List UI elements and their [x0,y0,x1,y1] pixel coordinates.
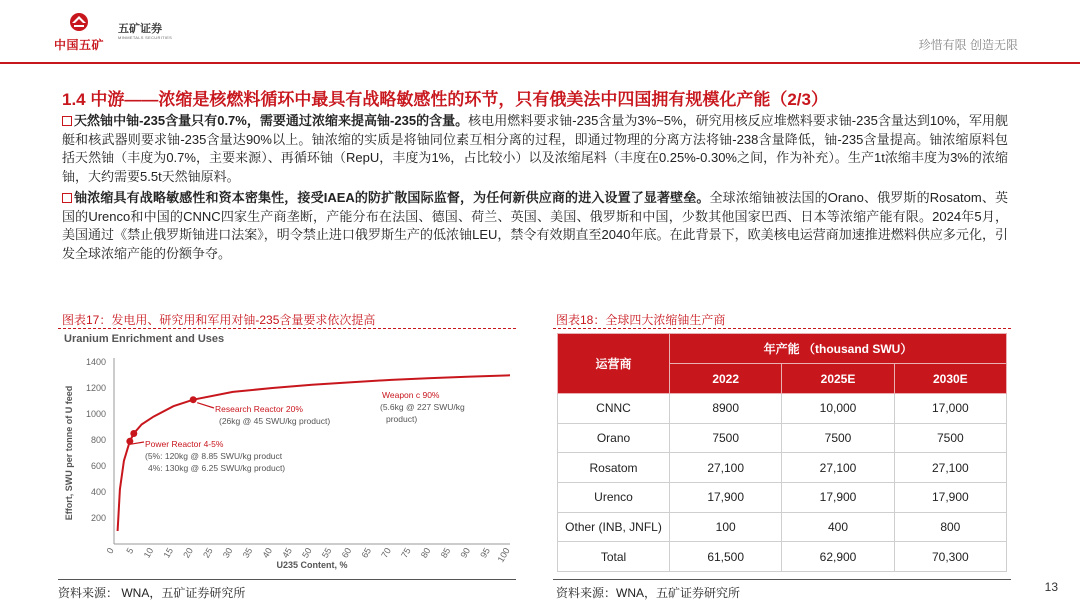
figure18-caption-line [553,328,1011,329]
header-year: 2030E [894,364,1006,394]
operator-name: Total [558,542,670,572]
capacity-cell: 17,900 [782,483,894,513]
figure17-caption: 图表17：发电用、研究用和军用对铀-235含量要求依次提高 [62,313,376,327]
header-divider [0,62,1080,64]
annotation-weapon-detail2: product) [386,414,418,424]
x-tick-label: 30 [220,546,235,560]
figure17-source: 资料来源： WNA，五矿证券研究所 [58,586,246,600]
checkbox-bullet-icon [62,193,72,203]
header-capacity: 年产能 （thousand SWU） [670,334,1007,364]
bullet-body: 全球浓缩铀被法国的Orano、俄罗斯的Rosatom、英国的Urenco和中国的CNNC四家生产商垄断，产能分布在法国、德国、荷兰、英国、美国、俄罗斯和中国，少数其他国家巴西、日本等浓缩产能有限。2024年5月，美国通过《禁止俄罗斯铀进口法案》，明令禁止进口俄罗斯生产的低浓铀LEU，禁令有效期直至2040年底。在此背景下，欧美核电运营商加速推进燃料供应多元化，引发全球浓缩产能的份额争夺。 [62,190,1008,261]
annotation-research-detail: (26kg @ 45 SWU/kg product) [219,416,331,426]
x-tick-label: 45 [280,546,294,560]
header-operator: 运营商 [558,334,670,394]
capacity-cell: 62,900 [782,542,894,572]
page-number: 13 [1044,580,1058,594]
capacity-cell: 8900 [670,394,782,424]
figure17-source-line [58,579,516,580]
data-point-marker [190,396,197,403]
slide-title: 1.4 中游——浓缩是核燃料循环中最具有战略敏感性的环节，只有俄美法中四国拥有规模化产能（2/3） [62,90,828,109]
operator-name: Urenco [558,483,670,513]
bullet-list [62,112,1008,266]
capacity-cell: 100 [670,512,782,542]
table-row [558,453,1007,483]
header-year: 2025E [782,364,894,394]
x-tick-label: 85 [438,546,453,560]
capacity-cell: 27,100 [782,453,894,483]
company-name: 五矿证券 [118,23,162,35]
x-tick-label: 40 [260,546,275,560]
y-tick-label: 200 [90,513,106,523]
x-tick-label: 95 [478,546,492,560]
x-tick-label: 20 [181,546,195,560]
x-tick-label: 60 [339,546,354,560]
capacity-cell: 7500 [670,423,782,453]
figure18-source-line [553,579,1011,580]
company-logo [54,10,174,56]
bullet-item [62,189,1008,263]
checkbox-bullet-icon [62,116,72,126]
y-axis-title: Effort, SWU per tonne of U feed [64,385,74,521]
enrichment-chart-svg [58,332,518,574]
capacity-cell: 61,500 [670,542,782,572]
operator-name: Rosatom [558,453,670,483]
figure18-caption: 图表18：全球四大浓缩铀生产商 [556,313,726,327]
figure17-caption-line [58,328,516,329]
company-name-en: MINMETALS SECURITIES [118,35,173,40]
annotation-weapon-label: Weapon c 90% [382,390,440,400]
x-tick-label: 90 [458,546,473,560]
enrichment-chart [58,332,518,574]
annotation-power-detail: (5%: 120kg @ 8.85 SWU/kg product [145,451,283,461]
x-tick-label: 55 [319,546,334,560]
x-tick-label: 25 [201,546,215,560]
annotation-power-detail2: 4%: 130kg @ 6.25 SWU/kg product) [148,463,286,473]
capacity-cell: 27,100 [894,453,1006,483]
operator-name: Orano [558,423,670,453]
capacity-cell: 10,000 [782,394,894,424]
bullet-lead: 铀浓缩具有战略敏感性和资本密集性，接受IAEA的防扩散国际监督，为任何新供应商的进入设置了显著壁垒。 [74,190,710,205]
x-tick-label: 75 [399,546,413,560]
slogan: 珍惜有限 创造无限 [918,38,1018,52]
logo-text-cn: 中国五矿 [54,38,105,52]
x-tick-label: 5 [124,546,136,556]
x-tick-label: 70 [379,546,393,560]
header-year: 2022 [670,364,782,394]
bullet-body: 核电用燃料要求铀-235含量为3%~5%，研究用核反应堆燃料要求铀-235含量达到10%，军用舰艇和核武器则要求铀-235含量达90%以上。铀浓缩的实质是将铀同位素互相分离的过程，即通过物理的分离方法将铀-238含量降低，铀-235含量提高。铀浓缩原料包括天然铀（丰度为0.7%，主要来源）、再循环铀（RepU，丰度为1%，占比较小）以及浓缩尾料（丰度在0.25%-0.30%之间，作为补充）。生产1t浓缩丰度为3%的浓缩铀，大约需要5.5t天然铀原料。 [62,113,1008,184]
operator-name: CNNC [558,394,670,424]
annotation-power-label: Power Reactor 4-5% [145,439,224,449]
x-tick-label: 50 [300,546,314,560]
capacity-cell: 7500 [894,423,1006,453]
producers-table [557,333,1007,572]
y-tick-label: 400 [90,487,106,497]
chart-title: Uranium Enrichment and Uses [64,333,225,345]
capacity-cell: 800 [894,512,1006,542]
operator-name: Other (INB, JNFL) [558,512,670,542]
x-tick-label: 80 [418,546,433,560]
capacity-cell: 17,000 [894,394,1006,424]
x-axis-title: U235 Content, % [276,560,348,570]
y-tick-label: 1000 [85,409,106,419]
bullet-lead: 天然铀中铀-235含量只有0.7%，需要通过浓缩来提高铀-235的含量。 [74,113,469,128]
y-tick-label: 1200 [85,383,106,393]
y-tick-label: 1400 [85,357,106,367]
y-tick-label: 800 [90,435,106,445]
x-tick-label: 65 [359,546,374,560]
capacity-cell: 70,300 [894,542,1006,572]
annotation-research-arrow [197,403,214,408]
capacity-cell: 17,900 [894,483,1006,513]
capacity-cell: 17,900 [670,483,782,513]
capacity-cell: 400 [782,512,894,542]
x-tick-label: 0 [104,546,116,556]
x-tick-label: 35 [240,546,255,560]
x-tick-label: 100 [495,546,512,565]
table-row [558,423,1007,453]
table-row [558,512,1007,542]
table-row [558,394,1007,424]
table-row [558,483,1007,513]
y-tick-label: 600 [90,461,106,471]
capacity-cell: 7500 [782,423,894,453]
table-row [558,542,1007,572]
x-tick-label: 10 [141,546,156,560]
minmetals-emblem-icon [68,12,90,32]
annotation-research-label: Research Reactor 20% [215,404,303,414]
capacity-cell: 27,100 [670,453,782,483]
data-point-marker [130,430,137,437]
annotation-weapon-detail: (5.6kg @ 227 SWU/kg [380,402,465,412]
figure18-source: 资料来源：WNA，五矿证券研究所 [556,586,740,600]
bullet-item [62,112,1008,186]
x-tick-label: 15 [161,546,176,560]
